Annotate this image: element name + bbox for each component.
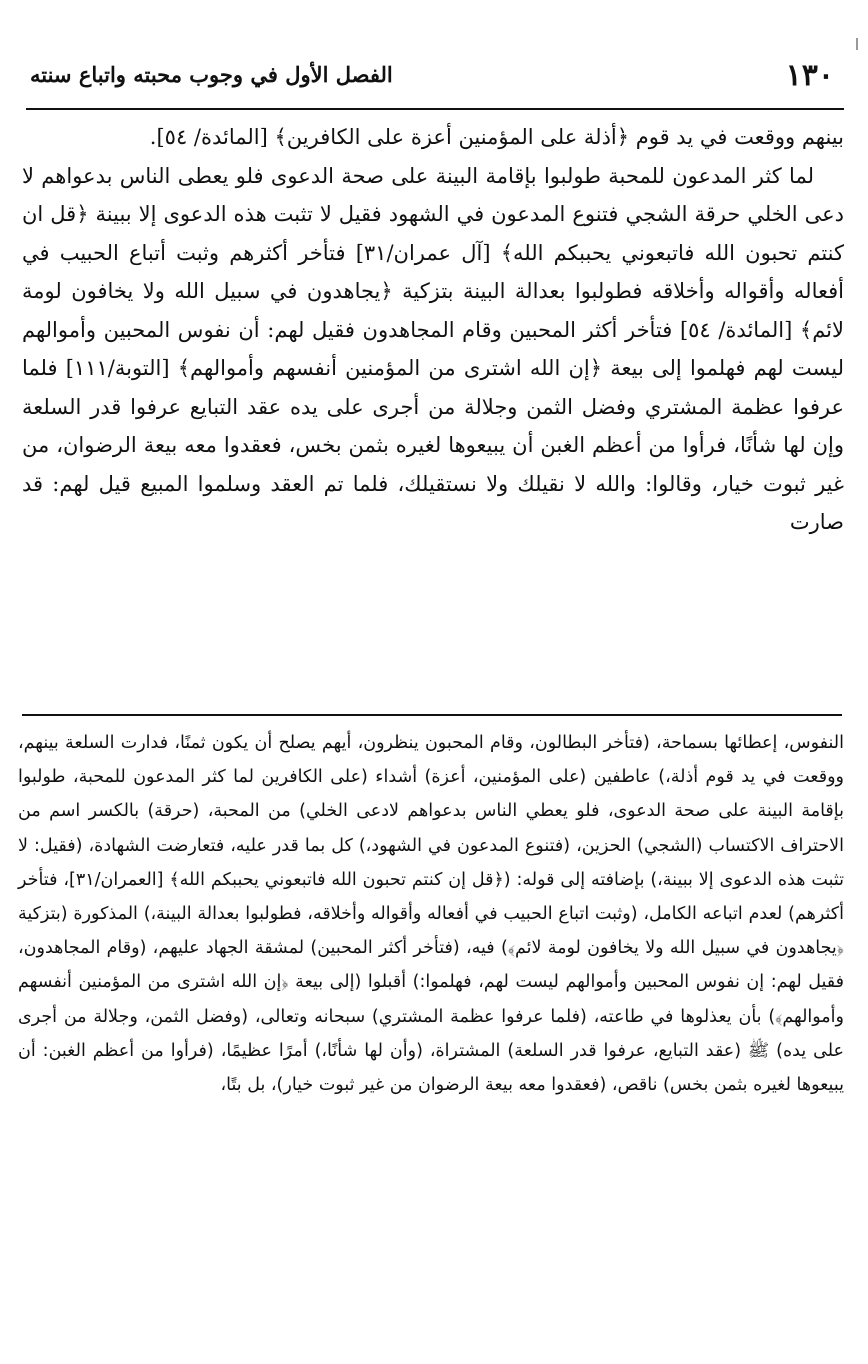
commentary-text: النفوس، إعطائها بسماحة، (فتأخر البطالون، وقام المحبون ينظرون، أيهم يصلح أن يكون ثمنًا، فدارت السلعة بينهم، ووقعت في يد قوم أذلة،) عاطفين (على المؤمنين، أعزة) أشداء (على الكافرين لما كثر المدعون للمحبة، طولبوا بإقامة البينة على صحة الدعوى، فلو يعطي الناس بدعواهم لادعى الخلي) من المحبة، (حرقة) بالكسر اسم من الاحتراف الاكتساب (الشجي) الحزين، (فتنوع المدعون في الشهود،) كل بما قدر عليه، فتعارضت الشهادة، (فقيل: لا تثبت هذه الدعوى إلا ببينة،) بإضافته إلى قوله: (﴿قل إن كنتم تحبون الله فاتبعوني يحببكم الله﴾ [العمران/٣١]، فتأخر أكثرهم) لعدم اتباعه الكامل، (وثبت اتباع الحبيب في أفعاله وأقواله وأخلاقه، فطولبوا بعدالة البينة،) المذكورة (بتزكية ﴿يجاهدون في سبيل الله ولا يخافون لومة لائم﴾) فيه، (فتأخر أكثر المحبين) لمشقة الجهاد عليهم، (وقام المجاهدون، فقيل لهم: إن نفوس المحبين وأموالهم ليست لهم، فهلموا:) أقبلوا (إلى بيعة ﴿إن الله اشترى من المؤمنين أنفسهم وأموالهم﴾) بأن يعذلوها في طاعته، (فلما عرفوا عظمة المشتري) سبحانه وتعالى، (وفضل الثمن، وجلالة من أجرى على يده) ﷺ (عقد التبايع، عرفوا قدر السلعة) المشتراة، (وأن لها شأنًا،) أمرًا عظيمًا، (فرأوا من أعظم الغبن: أن يبيعوها لغيره بثمن بخس) ناقص، (فعقدوا معه بيعة الرضوان من غير ثبوت خيار)، بل بتًا، [18, 733, 844, 1096]
margin-mark [856, 38, 858, 50]
running-title: الفصل الأول في وجوب محبته واتباع سنته [30, 62, 393, 87]
main-paragraph-2: لما كثر المدعون للمحبة طولبوا بإقامة البينة على صحة الدعوى فلو يعطى الناس بدعواهم لا دعى الخلي حرقة الشجي فتنوع المدعون في الشهود فقيل لا تثبت هذه الدعوى إلا ببينة ﴿قل ان كنتم تحبون الله فاتبعوني يحببكم الله﴾ [آل عمران/٣١] فتأخر أكثرهم وثبت أتباع الحبيب في أفعاله وأقواله وأخلاقه فطولبوا بعدالة البينة بتزكية ﴿يجاهدون في سبيل الله ولا يخافون لومة لائم﴾ [المائدة/ ٥٤] فتأخر أكثر المحبين وقام المجاهدون فقيل لهم: أن نفوس المحبين وأموالهم ليست لهم فهلموا إلى بيعة ﴿إن الله اشترى من المؤمنين أنفسهم وأموالهم﴾ [التوبة/١١١] فلما عرفوا عظمة المشتري وفضل الثمن وجلالة من أجرى على يده عقد التبايع عرفوا قدر السلعة وإن لها شأنًا، فرأوا من أعظم الغبن أن يبيعوها لغيره بثمن بخس، فعقدوا معه بيعة الرضوان، من غير ثبوت خيار، وقالوا: والله لا نقيلك ولا نستقيلك، فلما تم العقد وسلموا المبيع قيل لهم: قد صارت [22, 163, 845, 534]
main-paragraph-1: بينهم ووقعت في يد قوم ﴿أذلة على المؤمنين أعزة على الكافرين﴾ [المائدة/ ٥٤]. [149, 125, 844, 149]
commentary [18, 726, 844, 1102]
page-number: ١٣٠ [785, 58, 834, 93]
footnote-divider [22, 714, 842, 716]
page-header [26, 50, 844, 110]
main-text [22, 118, 844, 542]
